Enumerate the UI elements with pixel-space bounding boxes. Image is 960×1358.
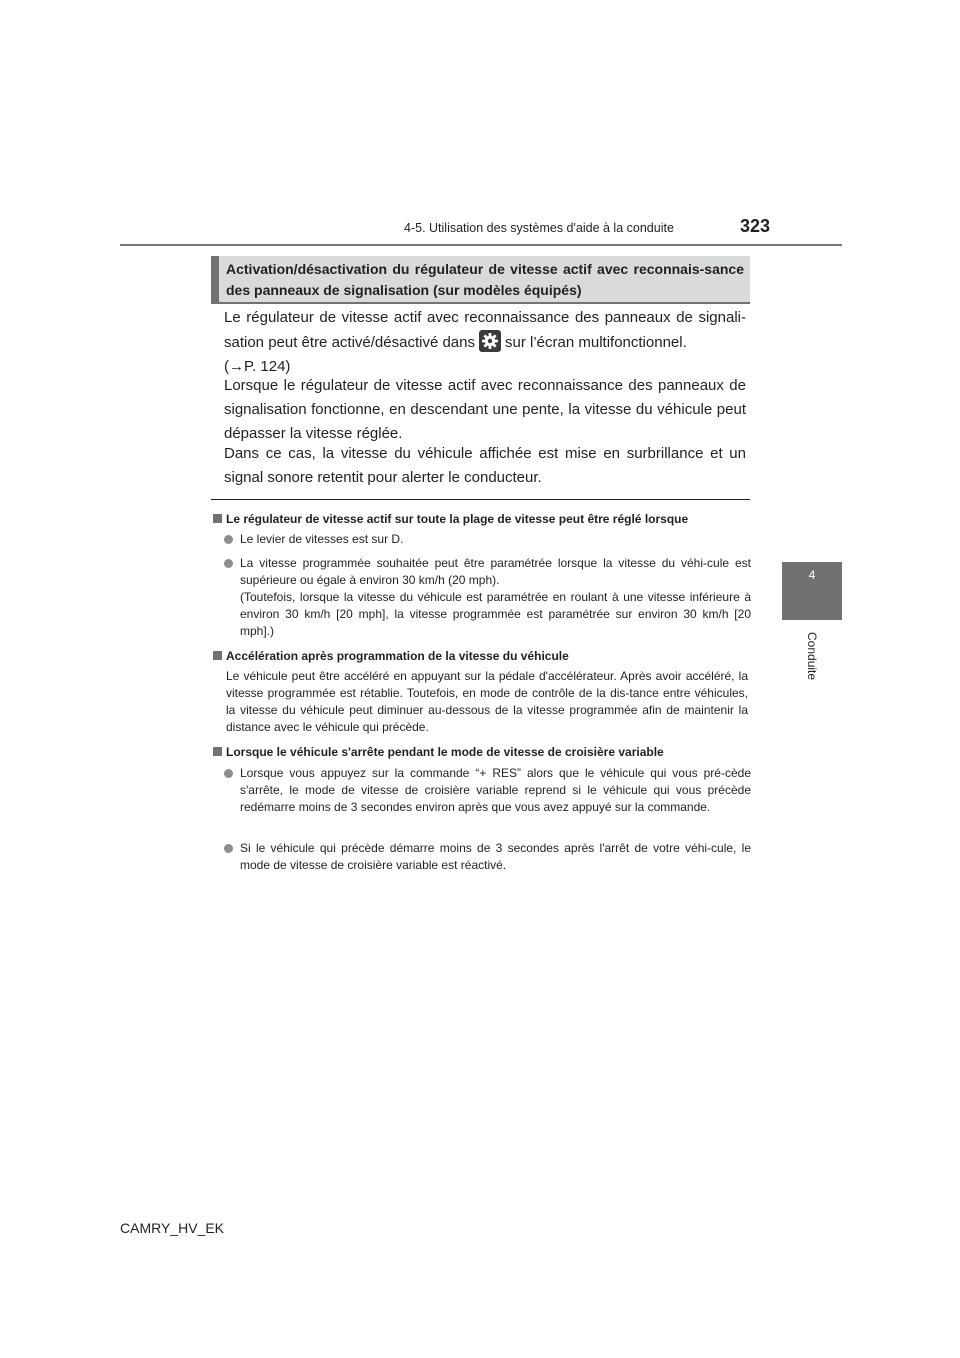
section-heading: Activation/désactivation du régulateur de vitesse actif avec reconnais-sance des panneaux de signalisation (sur modèles équipés) bbox=[226, 261, 744, 298]
round-bullet-icon bbox=[224, 535, 233, 544]
footer-model-code: CAMRY_HV_EK bbox=[120, 1220, 225, 1236]
chapter-number: 4 bbox=[808, 568, 816, 582]
note-heading-2 bbox=[213, 648, 753, 665]
note-3-bullet-2 bbox=[227, 840, 751, 874]
intro-paragraph-1 bbox=[224, 306, 746, 379]
divider bbox=[211, 499, 750, 500]
note-3-bullet-2-text: Si le véhicule qui précède démarre moins de 3 secondes après l'arrêt de votre véhi-cule, le mode de vitesse de croisière variable est réactivé. bbox=[240, 841, 751, 872]
round-bullet-icon bbox=[224, 844, 233, 853]
note-heading-1-text: Le régulateur de vitesse actif sur toute la plage de vitesse peut être réglé lorsque bbox=[226, 512, 689, 526]
square-bullet-icon bbox=[213, 514, 222, 523]
note-1-bullet-2 bbox=[227, 555, 751, 640]
round-bullet-icon bbox=[224, 769, 233, 778]
intro-p1-start: Le régulateur de vitesse actif avec reconnaissance des panneaux de signali-sation peut être activé/désactivé dans bbox=[224, 309, 746, 351]
chapter-label bbox=[784, 632, 840, 688]
note-heading-3-text: Lorsque le véhicule s'arrête pendant le mode de vitesse de croisière variable bbox=[226, 745, 664, 759]
square-bullet-icon bbox=[213, 651, 222, 660]
header-section-title: 4-5. Utilisation des systèmes d'aide à la conduite bbox=[404, 221, 674, 235]
note-1-bullet-2-continuation: (Toutefois, lorsque la vitesse du véhicule est paramétrée en roulant à une vitesse inférieure à environ 30 km/h [20 mph], la vitesse programmée est paramétrée sur environ 30 km/h [20 mph].) bbox=[240, 590, 751, 638]
round-bullet-icon bbox=[224, 559, 233, 568]
page-number: 323 bbox=[740, 216, 771, 236]
note-1-bullet-1-text: Le levier de vitesses est sur D. bbox=[240, 532, 404, 546]
intro-paragraph-2: Lorsque le régulateur de vitesse actif avec reconnaissance des panneaux de signalisation fonctionne, en descendant une pente, la vitesse du véhicule peut dépasser la vitesse réglée. bbox=[224, 377, 746, 442]
note-3-bullet-1 bbox=[227, 765, 751, 816]
note-heading-3 bbox=[213, 744, 753, 761]
intro-p1-end: sur l’écran multifonctionnel. bbox=[505, 334, 687, 351]
intro-paragraph-3: Dans ce cas, la vitesse du véhicule affichée est mise en surbrillance et un signal sonore retentit pour alerter le conducteur. bbox=[224, 445, 746, 486]
note-1-bullet-1 bbox=[227, 531, 751, 548]
settings-gear-icon bbox=[479, 330, 501, 352]
square-bullet-icon bbox=[213, 747, 222, 756]
page-reference: (→P. 124) bbox=[224, 358, 291, 375]
section-heading-box bbox=[211, 256, 750, 304]
note-3-bullet-1-text: Lorsque vous appuyez sur la commande “+ RES” alors que le véhicule qui vous pré-cède s'arrête, le mode de vitesse de croisière variable reprend si le véhicule qui vous précède redémarre moins de 3 secondes environ après que vous avez appuyé sur la commande. bbox=[240, 766, 751, 814]
note-heading-2-text: Accélération après programmation de la vitesse du véhicule bbox=[226, 649, 569, 663]
header-rule bbox=[120, 244, 842, 246]
chapter-tab bbox=[782, 562, 842, 620]
note-heading-1 bbox=[213, 511, 753, 528]
note-2-text: Le véhicule peut être accéléré en appuyant sur la pédale d'accélérateur. Après avoir accéléré, la vitesse programmée est rétablie. Toutefois, en mode de contrôle de la dis-tance entre véhicules, la vitesse du véhicule peut diminuer au-dessous de la vitesse programmée afin de maintenir la distance avec le véhicule qui précède. bbox=[226, 669, 748, 734]
chapter-label-text: Conduite bbox=[805, 632, 819, 681]
section-heading-bar bbox=[211, 256, 219, 302]
note-1-bullet-2-text: La vitesse programmée souhaitée peut être paramétrée lorsque la vitesse du véhi-cule est supérieure ou égale à environ 30 km/h (20 mph). bbox=[240, 556, 751, 587]
